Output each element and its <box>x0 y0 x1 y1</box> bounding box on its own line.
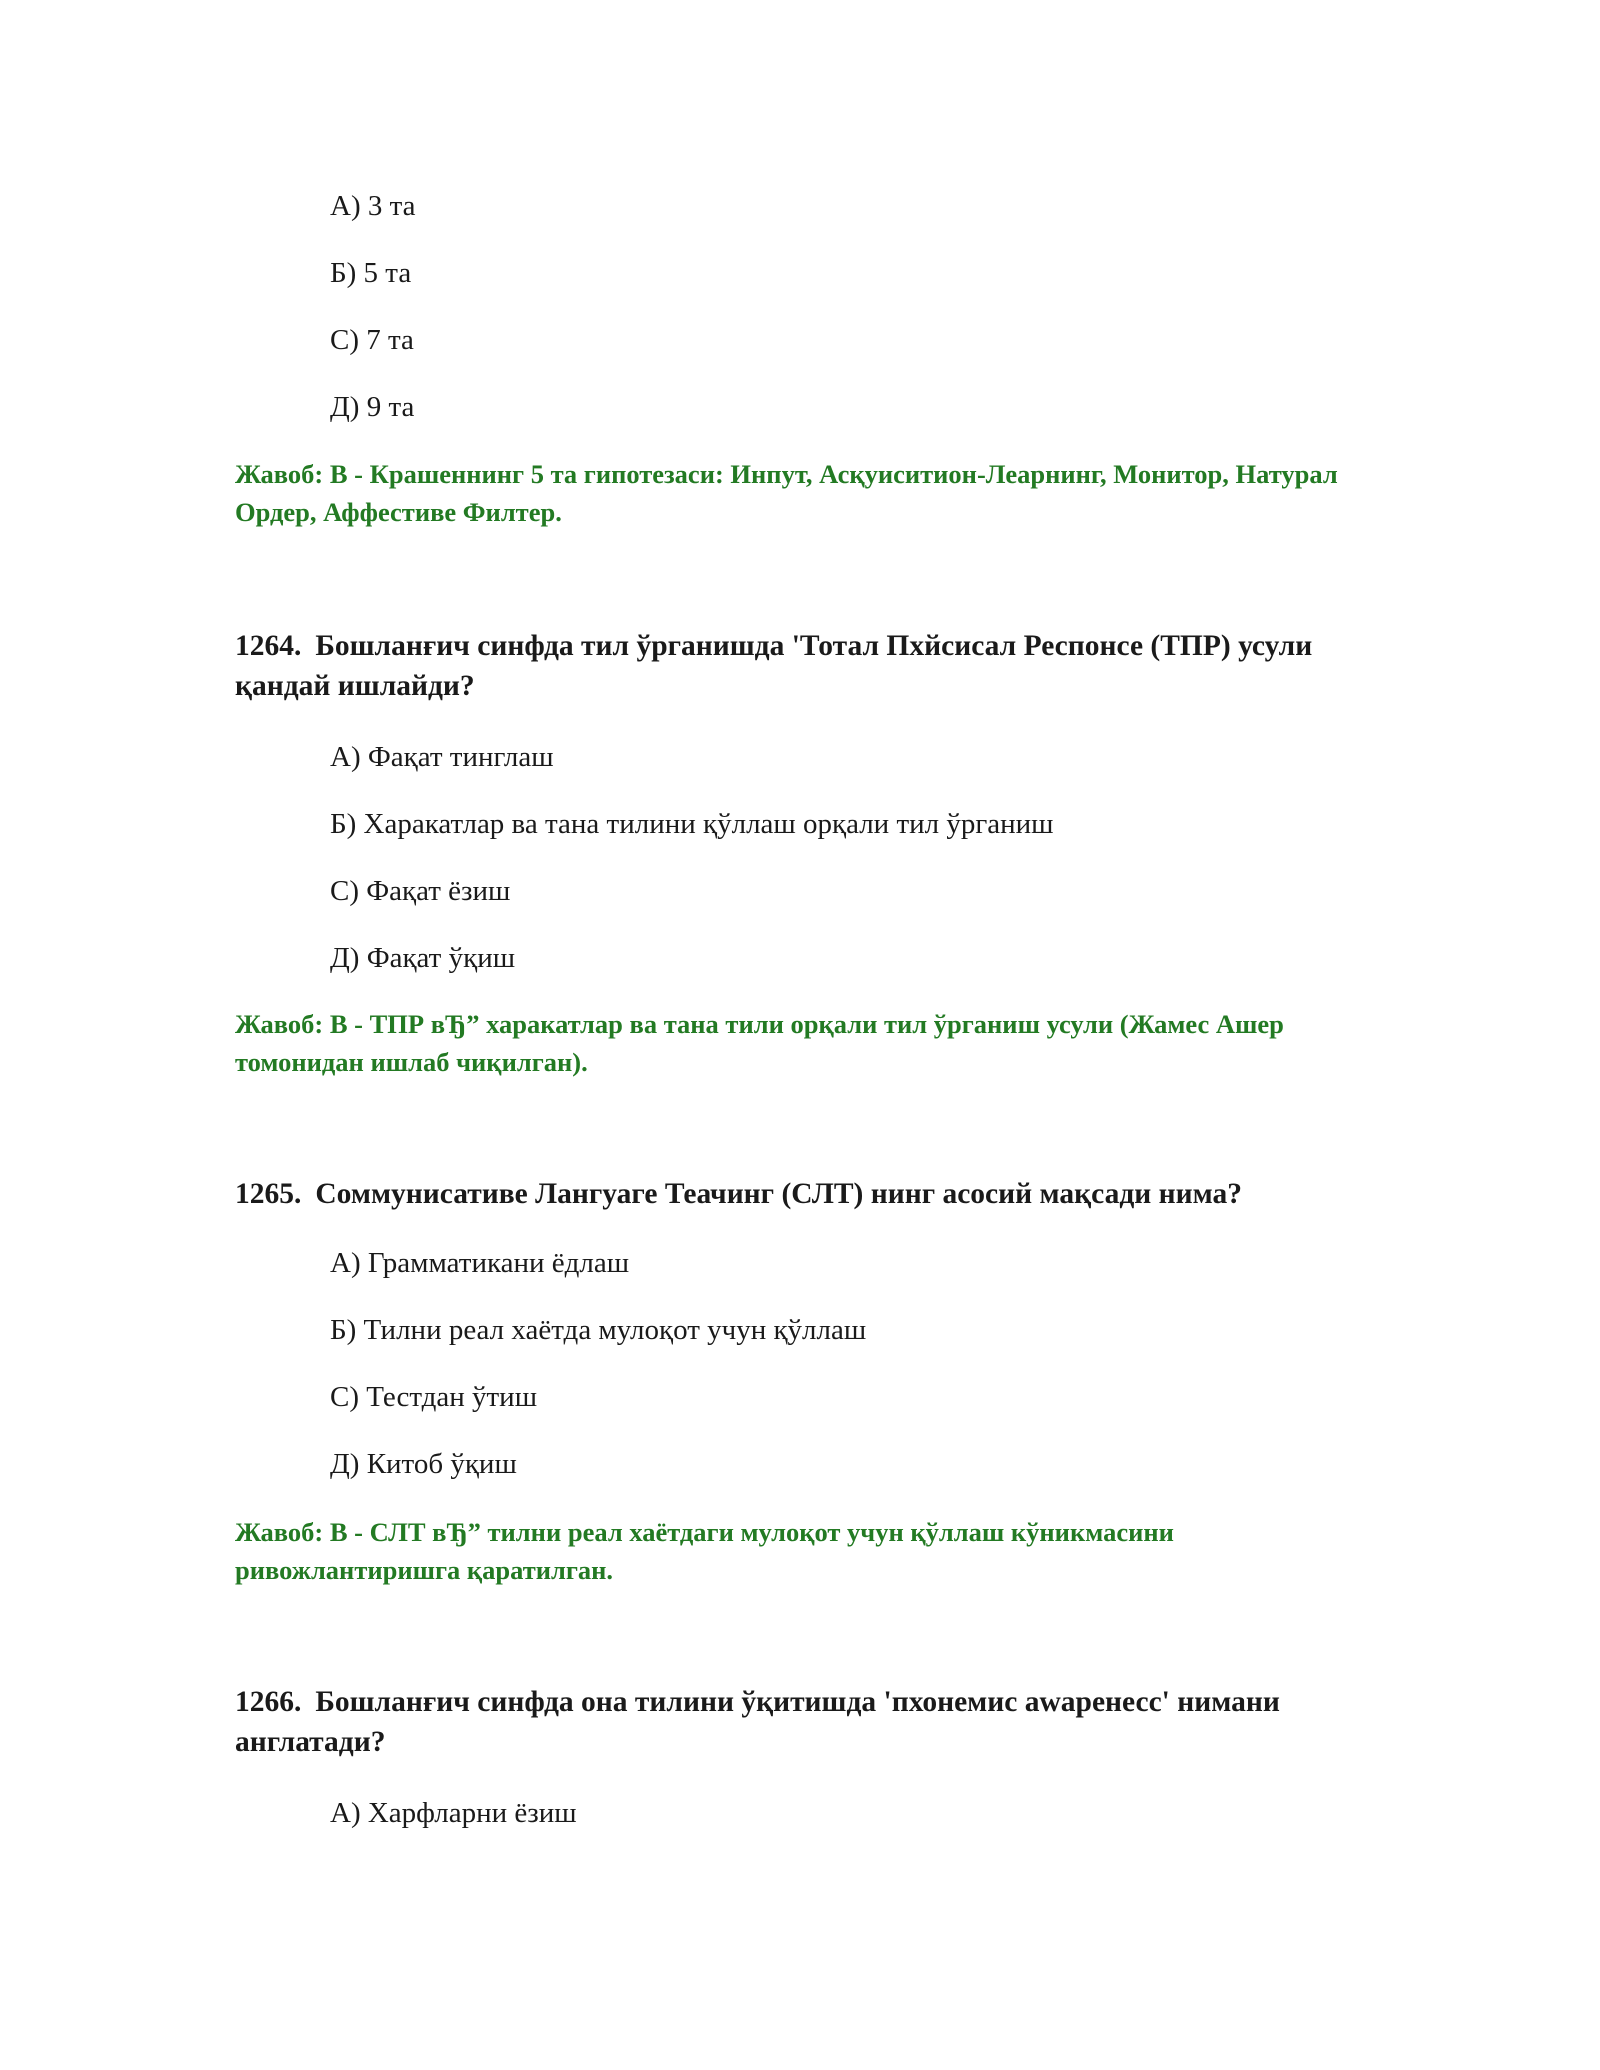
option-b: Б) Харакатлар ва тана тилини қўллаш орқали тил ўрганиш <box>330 808 1054 840</box>
answer-text: Жавоб: В - ТПР вЂ” харакатлар ва тана тили орқали тил ўрганиш усули (Жамес Ашер томонидан ишлаб чиқилган). <box>235 1009 1284 1077</box>
question-text: Бошланғич синфда тил ўрганишда 'Тотал Пхйсисал Респонсе (ТПР) усули қандай ишлайди? <box>235 630 1313 702</box>
question-1264 <box>235 626 1395 706</box>
option-a: А) 3 та <box>330 190 416 222</box>
option-b: Б) 5 та <box>330 257 412 289</box>
question-1265 <box>235 1174 1395 1214</box>
option-d: Д) Фақат ўқиш <box>330 942 516 974</box>
answer-text: Жавоб: В - СЛТ вЂ” тилни реал хаётдаги мулоқот учун қўллаш кўникмасини ривожлантиришга қаратилган. <box>235 1517 1174 1585</box>
question-number: 1265. <box>235 1178 302 1210</box>
question-text: Бошланғич синфда она тилини ўқитишда 'пхонемис аwаренесс' нимани англатади? <box>235 1686 1280 1758</box>
option-d: Д) 9 та <box>330 391 415 423</box>
question-number: 1266. <box>235 1686 302 1718</box>
option-c: С) 7 та <box>330 324 414 356</box>
option-a: А) Фақат тинглаш <box>330 741 554 773</box>
question-1266 <box>235 1682 1395 1762</box>
answer-text: Жавоб: В - Крашеннинг 5 та гипотезаси: Инпут, Асқуиситион-Леарнинг, Монитор, Натурал Ордер, Аффестиве Филтер. <box>235 459 1338 527</box>
option-b: Б) Тилни реал хаётда мулоқот учун қўллаш <box>330 1314 867 1346</box>
option-c: С) Тестдан ўтиш <box>330 1381 538 1413</box>
option-d: Д) Китоб ўқиш <box>330 1448 517 1480</box>
option-a: А) Харфларни ёзиш <box>330 1797 577 1829</box>
question-text: Соммунисативе Лангуаге Теачинг (СЛТ) нинг асосий мақсади нима? <box>315 1178 1243 1210</box>
option-a: А) Грамматикани ёдлаш <box>330 1247 630 1279</box>
option-c: С) Фақат ёзиш <box>330 875 511 907</box>
question-number: 1264. <box>235 630 302 662</box>
